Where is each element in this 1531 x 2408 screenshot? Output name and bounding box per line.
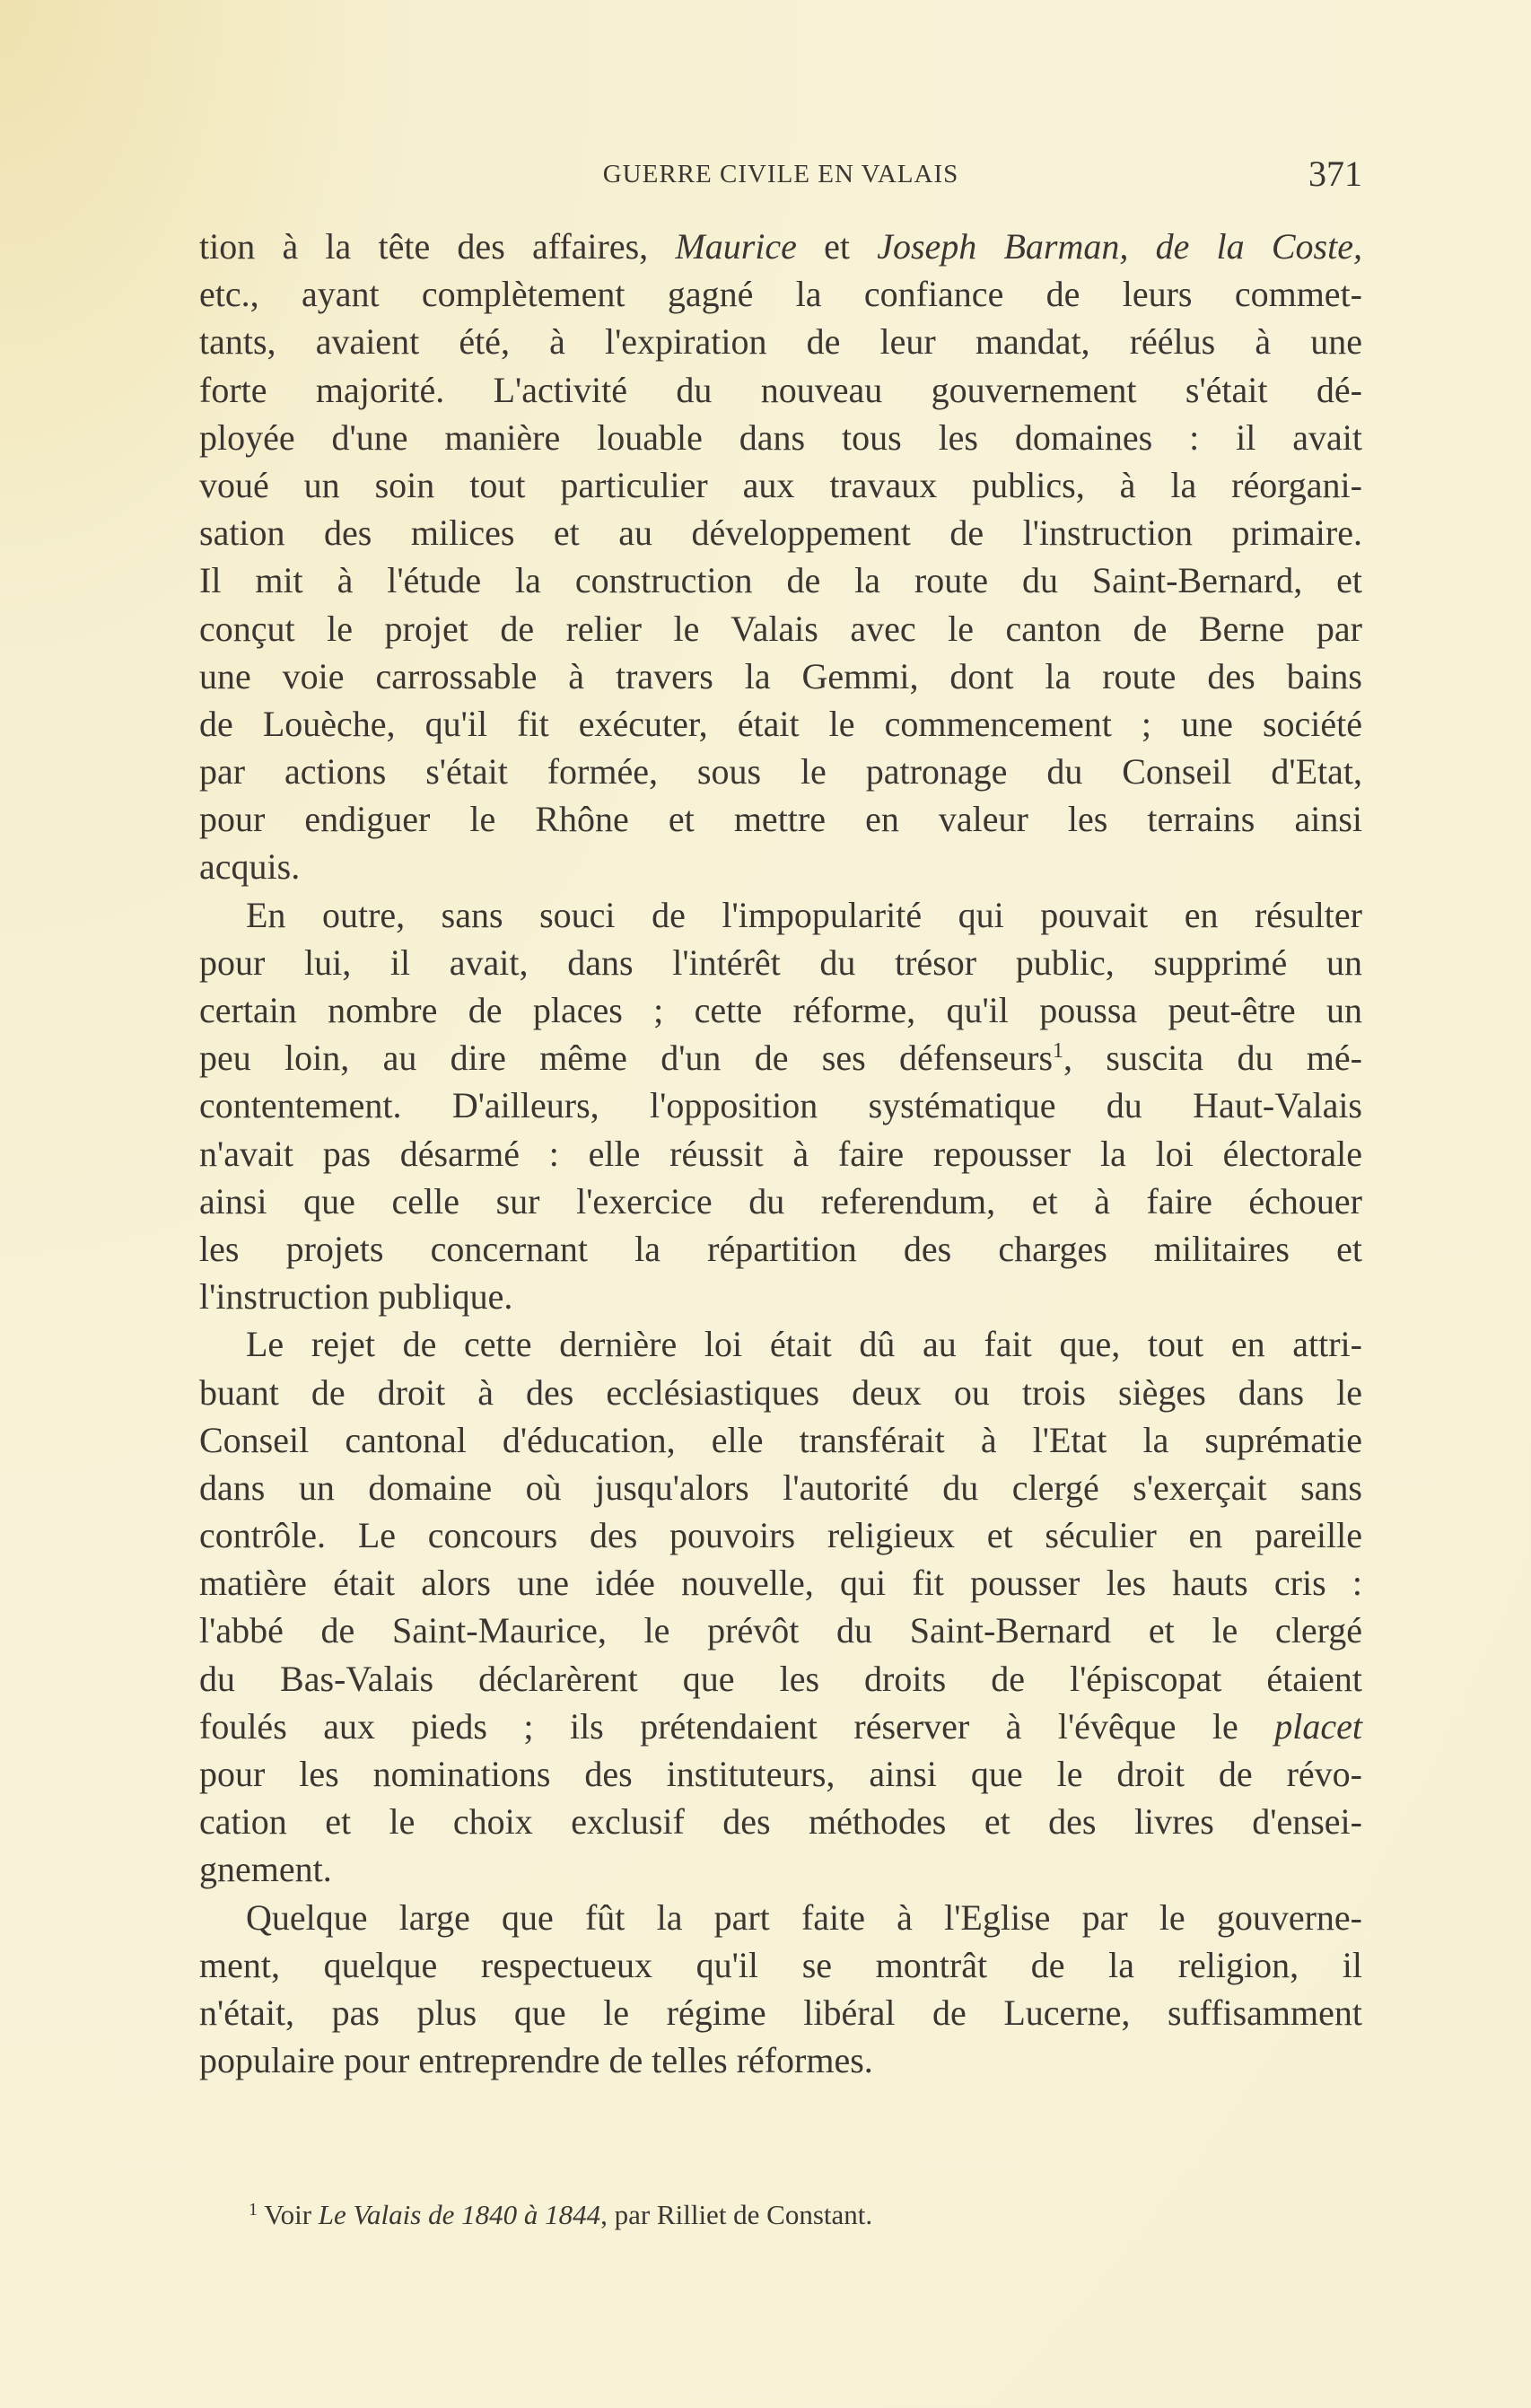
text-line [199,748,1362,795]
text-segment: , suscita du mé- [1063,1038,1362,1079]
text-segment: foulés aux pieds ; ils prétendaient réserver à l'évêque le [199,1705,1275,1747]
text-segment: ainsi que celle sur l'exercice du referendum, et à faire échouer [199,1180,1362,1222]
text-segment: buant de droit à des ecclésiastiques deux ou trois sièges dans le [199,1371,1362,1413]
italic-text: Joseph Barman, de la Coste, [877,226,1362,267]
text-line [199,891,1362,939]
text-segment: sation des milices et au développement de l'instruction primaire. [199,512,1362,554]
text-line [199,556,1362,604]
text-segment: ment, quelque respectueux qu'il se montrât de la religion, il [199,1944,1362,1985]
text-line [199,1607,1362,1654]
text-line [199,1273,1362,1320]
text-segment: une voie carrossable à travers la Gemmi, dont la route des bains [199,655,1362,696]
body-text [199,223,1362,2084]
text-line [199,1750,1362,1798]
text-segment: tants, avaient été, à l'expiration de leur mandat, réélus à une [199,321,1362,363]
text-line [199,1081,1362,1129]
text-segment: certain nombre de places ; cette réforme, qu'il poussa peut-être un [199,990,1362,1030]
text-line [199,700,1362,748]
text-line [199,270,1362,318]
footnote [249,2199,872,2231]
text-line [199,2036,1362,2084]
text-line [199,1989,1362,2036]
italic-text: Maurice [675,226,797,267]
text-line [199,1369,1362,1416]
text-line [199,939,1362,986]
italic-text: placet [1274,1705,1362,1747]
page-number: 371 [1308,153,1362,194]
text-segment: les projets concernant la répartition des charges militaires et [199,1228,1362,1269]
text-line [199,1941,1362,1989]
text-line [199,843,1362,890]
text-segment: acquis. [199,846,301,888]
text-segment: dans un domaine où jusqu'alors l'autorité du clergé s'exerçait sans [199,1467,1362,1508]
text-segment: forte majorité. L'activité du nouveau gouvernement s'était dé- [199,369,1362,410]
text-line [199,1416,1362,1464]
text-line [199,1320,1362,1368]
text-line [199,1655,1362,1703]
text-segment: pour lui, il avait, dans l'intérêt du trésor public, supprimé un [199,941,1362,983]
text-segment: voué un soin tout particulier aux travaux publics, à la réorgani- [199,464,1362,505]
footnote-title: Le Valais de 1840 à 1844 [318,2199,601,2230]
text-segment: Il mit à l'étude la construction de la route du Saint-Bernard, et [199,560,1362,601]
text-line [199,605,1362,652]
text-line [199,1798,1362,1845]
text-segment: par actions s'était formée, sous le patronage du Conseil d'Etat, [199,751,1362,792]
text-line [199,1845,1362,1893]
text-line [199,223,1362,270]
text-line [199,652,1362,700]
text-segment: n'avait pas désarmé : elle réussit à faire repousser la loi électorale [199,1133,1362,1174]
text-segment: ployée d'une manière louable dans tous les domaines : il avait [199,416,1362,458]
text-segment: de Louèche, qu'il fit exécuter, était le commencement ; une société [199,703,1362,744]
text-segment: Quelque large que fût la part faite à l'Eglise par le gouverne- [246,1896,1362,1938]
text-line [199,1703,1362,1750]
text-segment: gnement. [199,1849,332,1890]
text-segment: Conseil cantonal d'éducation, elle transférait à l'Etat la suprématie [199,1419,1362,1460]
text-line [199,1894,1362,1941]
text-line [199,1559,1362,1607]
text-line [199,366,1362,414]
footnote-pre: Voir [258,2199,319,2230]
text-segment: pour endiguer le Rhône et mettre en valeur les terrains ainsi [199,799,1362,840]
text-line [199,414,1362,461]
text-line [199,795,1362,843]
text-line [199,461,1362,509]
text-segment: populaire pour entreprendre de telles réformes. [199,2040,873,2081]
text-segment: peu loin, au dire même d'un de ses défenseurs [199,1038,1054,1079]
text-segment: matière était alors une idée nouvelle, qui fit pousser les hauts cris : [199,1563,1362,1604]
footnote-reference: 1 [1053,1039,1064,1064]
text-line [199,1178,1362,1225]
text-segment: Le rejet de cette dernière loi était dû au fait que, tout en attri- [246,1324,1362,1365]
text-segment: l'instruction publique. [199,1276,513,1318]
text-line [199,509,1362,556]
text-line [199,1225,1362,1273]
text-segment: l'abbé de Saint-Maurice, le prévôt du Saint-Bernard et le clergé [199,1610,1362,1651]
text-segment: et [796,226,878,267]
footnote-mark: 1 [249,2200,258,2220]
text-segment: cation et le choix exclusif des méthodes et des livres d'ensei- [199,1801,1362,1843]
text-line [199,1034,1362,1081]
text-line [199,1464,1362,1511]
page-header [199,153,1362,197]
text-segment: du Bas-Valais déclarèrent que les droits de l'épiscopat étaient [199,1658,1362,1699]
text-line [199,1130,1362,1178]
text-line [199,318,1362,365]
text-segment: n'était, pas plus que le régime libéral de Lucerne, suffisamment [199,1992,1362,2033]
text-line [199,1511,1362,1559]
text-segment: pour les nominations des instituteurs, ainsi que le droit de révo- [199,1754,1362,1794]
text-segment: contentement. D'ailleurs, l'opposition systématique du Haut-Valais [199,1085,1362,1126]
text-segment: En outre, sans souci de l'impopularité qui pouvait en résulter [246,894,1362,935]
text-segment: conçut le projet de relier le Valais avec le canton de Berne par [199,608,1362,649]
running-title: GUERRE CIVILE EN VALAIS [602,160,959,188]
text-segment: contrôle. Le concours des pouvoirs religieux et séculier en pareille [199,1515,1362,1556]
text-segment: etc., ayant complètement gagné la confiance de leurs commet- [199,274,1362,315]
text-line [199,986,1362,1034]
footnote-post: , par Rilliet de Constant. [600,2199,873,2230]
text-segment: tion à la tête des affaires, [199,226,676,267]
